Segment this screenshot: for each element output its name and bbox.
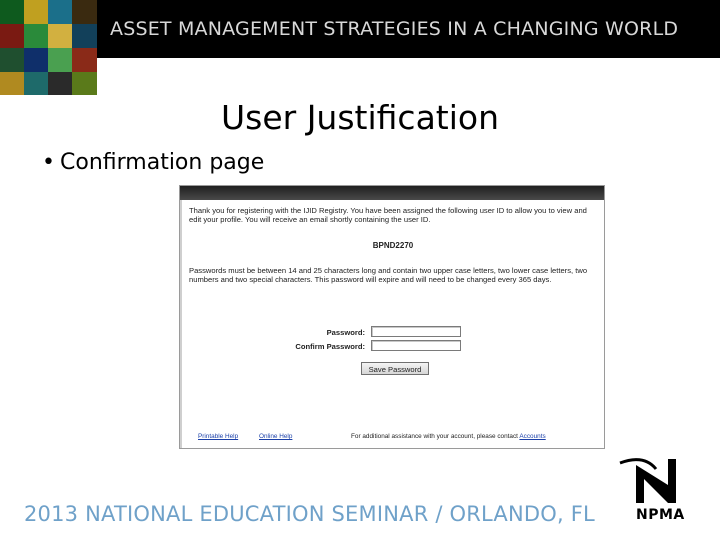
confirmation-screenshot (179, 185, 605, 449)
assigned-user-id: BPND2270 (372, 241, 414, 250)
screenshot-top-bar (180, 186, 604, 200)
header-mosaic-image (0, 0, 97, 95)
password-row (189, 326, 597, 340)
screenshot-footer (189, 432, 597, 442)
confirm-password-row (189, 340, 597, 354)
confirm-password-label: Confirm Password: (295, 342, 365, 351)
accounts-link[interactable]: Accounts (519, 433, 546, 440)
slide-title: User Justification (220, 98, 500, 137)
screenshot-body (189, 206, 597, 440)
contact-text (351, 432, 546, 441)
registration-intro-text: Thank you for registering with the IJID Registry. You have been assigned the following user ID to allow you to view and edit your profile. You will receive an email shortly containing the user ID. (189, 206, 587, 225)
footer-title: 2013 NATIONAL EDUCATION SEMINAR / ORLANDO, FL (24, 502, 595, 526)
password-rules-text: Passwords must be between 14 and 25 characters long and contain two upper case letters, two lower case letters, two numbers and two special characters. This password will expire and will need to be changed every 365 days. (189, 266, 588, 285)
screenshot-side-bar (180, 200, 182, 448)
confirm-password-input[interactable] (371, 340, 461, 351)
save-password-button[interactable]: Save Password (361, 362, 429, 375)
header-title: ASSET MANAGEMENT STRATEGIES IN A CHANGING WORLD (110, 18, 679, 40)
bullet-text: Confirmation page (60, 150, 265, 175)
npma-logo-text: NPMA (636, 507, 685, 523)
password-label: Password: (326, 328, 365, 337)
password-input[interactable] (371, 326, 461, 337)
bullet-item (42, 150, 264, 175)
online-help-link[interactable]: Online Help (259, 433, 293, 440)
bullet-dot-icon: • (42, 150, 55, 175)
contact-message: For additional assistance with your account, please contact (351, 433, 518, 440)
printable-help-link[interactable]: Printable Help (198, 433, 239, 440)
